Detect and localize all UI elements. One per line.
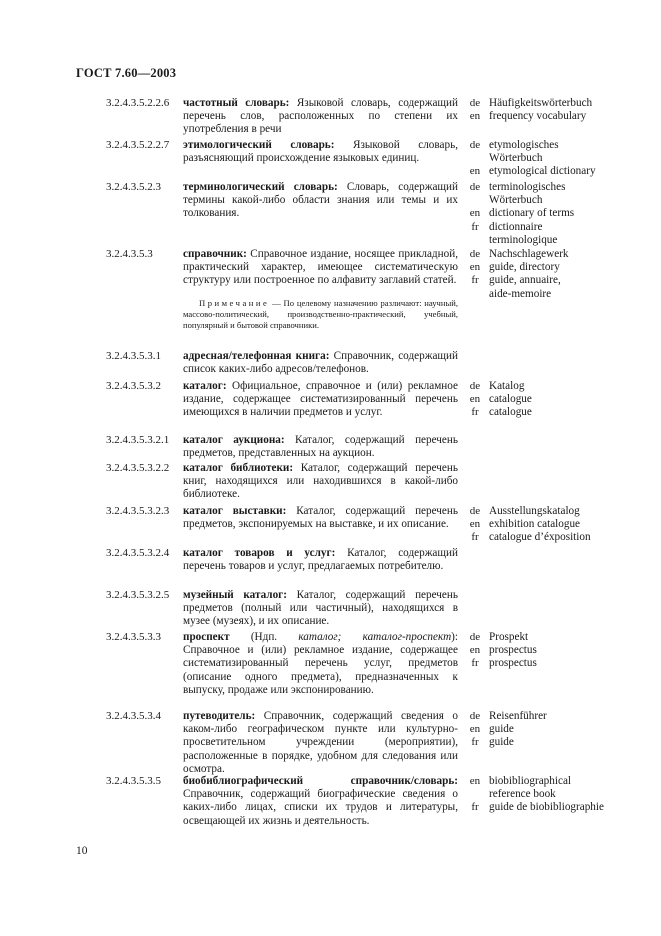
entry-term: музейный каталог: [183,589,287,601]
foreign-equivalent: Wörterbuch [489,152,543,165]
language-code [462,234,488,247]
entry-number: 3.2.4.3.5.3.2.4 [106,547,170,559]
entry-term: терминологический словарь: [183,181,338,193]
entry-number: 3.2.4.3.5.2.2.6 [106,97,170,109]
entry-term: биобиблиографический справочник/словарь: [183,775,458,787]
language-code: de [469,181,481,193]
foreign-equivalent: guide [489,723,514,736]
definition-body: Каталог, содержащий перечень товаров и услуг, предлагаемых потребителю. [183,547,458,573]
entry-definition [183,505,458,531]
entry-number: 3.2.4.3.5.3.3 [106,631,161,643]
definition-body: Справочник, содержащий список каких-либо адресов/телефонов. [183,350,458,376]
language-code: fr [471,406,479,419]
foreign-equivalent: guide de biobibliographie [489,801,604,814]
language-codes [462,631,488,671]
foreign-equivalent: Nachschlagewerk [489,248,569,260]
foreign-equivalent: catalogue d’éxposition [489,531,591,544]
entry-number: 3.2.4.3.5.2.2.7 [106,139,170,151]
language-code: fr [471,657,479,670]
language-codes [462,775,488,815]
definition-body: Языковой словарь, содержащий перечень слов, расположенных по степени их употребления в речи [183,97,458,136]
language-codes [462,505,488,545]
entry-number: 3.2.4.3.5.3 [106,248,153,260]
note-text: — По целевому назначению различают: научный, массово-политический, производственно-практический, учебный, популярный и бытовой справочники. [183,298,458,330]
foreign-equivalent: catalogue [489,393,532,406]
foreign-equivalent: guide, directory [489,261,560,274]
entry-definition [183,97,458,137]
language-code: en [469,518,481,531]
entry-number: 3.2.4.3.5.3.2.5 [106,589,170,601]
foreign-equivalents [489,380,661,420]
language-code: en [469,110,481,123]
language-code: fr [471,220,479,233]
foreign-equivalent: aide-memoire [489,287,552,300]
foreign-equivalents [489,248,661,301]
foreign-equivalent: Prospekt [489,631,529,643]
language-code: en [469,261,481,274]
definition-body: ): Справочное и (или) рекламное издание, содержащее систематизированный перечень услуг, предметов (описание одного предмета), предназначенных к выпуску, продаже или экспонированию. [183,631,459,696]
foreign-equivalent: Reisenführer [489,710,547,722]
definition-body: Справочник, содержащий сведения о каком-либо географическом пункте или культурно-просветительном учреждении (мероприятии), расположенные в порядке, удобном для следования или осмотра. [183,710,458,775]
foreign-equivalents [489,710,661,750]
entry-term: справочник: [183,248,247,260]
foreign-equivalent: Wörterbuch [489,194,543,207]
foreign-equivalent: terminologique [489,233,558,246]
language-codes [462,248,488,301]
definition-body: Каталог, содержащий перечень предметов, представленных на аукцион. [183,434,458,460]
entry-definition [183,434,458,460]
entry-note [183,298,458,331]
entry-number: 3.2.4.3.5.3.1 [106,350,161,362]
foreign-equivalents [489,775,661,815]
language-code: de [469,380,481,392]
entry-definition [183,181,458,221]
entry-term: каталог библиотеки: [183,462,294,474]
entry-definition [183,350,458,376]
language-code: en [469,775,481,787]
entry-definition [183,139,458,165]
language-code: en [469,165,481,178]
entry-definition [183,631,458,697]
entry-term: частотный словарь: [183,97,290,109]
entry-term: каталог выставки: [183,505,287,517]
foreign-equivalent: Ausstellungskatalog [489,505,580,517]
language-code: fr [471,274,479,287]
foreign-equivalents [489,631,661,671]
language-code: fr [471,801,479,814]
language-codes [462,710,488,750]
definition-body: Каталог, содержащий перечень книг, находящихся или находившихся в какой-либо библиотеке. [183,462,458,501]
note-label: Примечание [199,298,270,308]
language-code: de [469,505,481,517]
foreign-equivalent: prospectus [489,644,537,657]
page-number: 10 [76,845,88,857]
language-code: fr [471,736,479,749]
language-code: en [469,723,481,736]
language-code: en [469,644,481,657]
language-code [462,194,488,207]
foreign-equivalent: biobibliographical [489,775,572,787]
foreign-equivalents [489,97,661,123]
foreign-equivalents [489,181,661,247]
language-code: de [469,97,481,109]
language-code: de [469,248,481,260]
deprecated-synonyms: каталог; каталог-проспект [298,631,452,643]
language-code [462,288,488,301]
entry-definition [183,547,458,573]
foreign-equivalent: dictionary of terms [489,207,575,220]
language-code [462,788,488,801]
entry-term: каталог товаров и услуг: [183,547,336,559]
entry-term: этимологический словарь: [183,139,335,151]
entry-definition [183,710,458,776]
language-codes [462,97,488,123]
entry-number: 3.2.4.3.5.3.2.1 [106,434,170,446]
language-code: en [469,393,481,406]
definition-body: Словарь, содержащий термины какой-либо области знания или темы и их толкования. [183,181,458,220]
definition-body: Каталог, содержащий перечень предметов, экспонируемых на выставке, и их описание. [183,505,458,531]
foreign-equivalent: Katalog [489,380,525,392]
language-code: de [469,710,481,722]
foreign-equivalent: terminologisches [489,181,566,193]
entry-term: каталог: [183,380,227,392]
language-code: de [469,631,481,643]
entry-term: проспект [183,631,230,643]
foreign-equivalent: dictionnaire [489,220,543,233]
language-code [462,152,488,165]
entry-number: 3.2.4.3.5.2.3 [106,181,161,193]
entry-number: 3.2.4.3.5.3.2.2 [106,462,170,474]
standard-header: ГОСТ 7.60—2003 [76,66,177,80]
entry-definition [183,589,458,629]
entry-number: 3.2.4.3.5.3.2.3 [106,505,170,517]
language-codes [462,181,488,247]
foreign-equivalent: reference book [489,788,556,801]
language-codes [462,139,488,179]
foreign-equivalent: etymologisches [489,139,559,151]
definition-body: Официальное, справочное и (или) рекламное издание, содержащее систематизированный перечень имеющихся в наличии предметов и услуг. [183,380,458,419]
foreign-equivalent: exhibition catalogue [489,518,581,531]
language-codes [462,380,488,420]
definition-body: Справочник, содержащий биографические сведения о каких-либо лицах, списки их трудов и литературы, освещающей их жизнь и деятельность. [183,788,458,827]
foreign-equivalent: catalogue [489,406,532,419]
definition-prefix: (Ндп. [229,631,299,643]
foreign-equivalent: guide [489,736,514,749]
entry-number: 3.2.4.3.5.3.4 [106,710,161,722]
entry-term: адресная/телефонная книга: [183,350,330,362]
foreign-equivalent: Häufigkeitswörterbuch [489,97,593,109]
foreign-equivalents [489,139,661,179]
foreign-equivalents [489,505,661,545]
foreign-equivalent: frequency vocabulary [489,110,587,123]
entry-number: 3.2.4.3.5.3.5 [106,775,161,787]
definition-body: Языковой словарь, разъясняющий происхождение языковых единиц. [183,139,458,165]
definition-body: Каталог, содержащий перечень предметов (полный или частичный), находящихся в музее (музеях), и их описание. [183,589,458,628]
foreign-equivalent: prospectus [489,657,537,670]
entry-number: 3.2.4.3.5.3.2 [106,380,161,392]
foreign-equivalent: etymological dictionary [489,165,596,178]
definition-body: Справочное издание, носящее прикладной, практический характер, имеющее систематическую структуру или построенное по алфавиту заглавий статей. [183,248,458,287]
language-code: de [469,139,481,151]
entry-definition [183,248,458,288]
entry-definition [183,380,458,420]
entry-term: путеводитель: [183,710,256,722]
entry-definition [183,462,458,502]
entry-definition [183,775,458,828]
language-code: en [469,207,481,220]
entry-term: каталог аукциона: [183,434,285,446]
foreign-equivalent: guide, annuaire, [489,274,561,287]
language-code: fr [471,531,479,544]
